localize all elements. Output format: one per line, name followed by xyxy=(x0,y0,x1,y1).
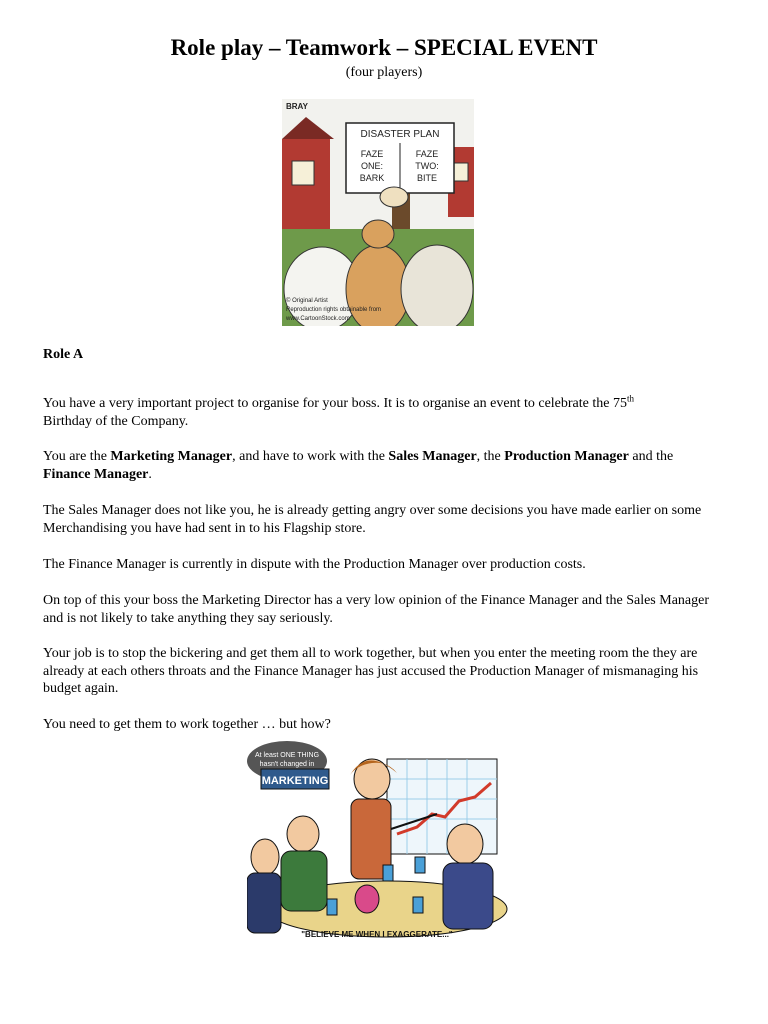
paragraph-roles: You are the Marketing Manager, and have to work with the Sales Manager, the Production Manager and the Finance Manager. xyxy=(43,449,674,482)
marketing-banner: MARKETING xyxy=(261,775,329,787)
sign-title: DISASTER PLAN xyxy=(360,129,440,140)
role-heading: Role A xyxy=(43,347,84,362)
paragraph-your-job: Your job is to stop the bickering and get them all to work together, but when you enter the meeting room the they are already at each others throats and the Finance Manager has just accused the Production Manager of mismanaging his budget again. xyxy=(43,646,699,696)
marketing-meeting-cartoon-icon xyxy=(247,739,509,944)
paragraph-sales-manager: The Sales Manager does not like you, he is already getting angry over some decisions you have made earlier on some Merchandising you have had sent in to his Flagship store. xyxy=(43,503,702,536)
cloud-text-1: At least ONE THING xyxy=(254,752,320,759)
sign-right-3: BITE xyxy=(416,173,438,183)
paragraph-question: You need to get them to work together … but how? xyxy=(43,717,331,732)
production-manager-label: Production Manager xyxy=(504,449,629,464)
cloud-text-2: hasn't changed in xyxy=(259,761,315,768)
page-subtitle: (four players) xyxy=(345,65,423,80)
sign-right-1: FAZE xyxy=(415,149,439,159)
credit-line-3: www.CartoonStock.com xyxy=(286,316,350,322)
disaster-plan-dogs-cartoon-icon xyxy=(282,99,474,326)
superscript-th: th xyxy=(626,393,634,404)
paragraph-finance-dispute: The Finance Manager is currently in dispute with the Production Manager over production costs. xyxy=(43,557,586,572)
cartoon-caption: "BELIEVE ME WHEN I EXAGGERATE..." xyxy=(301,930,453,939)
paragraph-project: You have a very important project to organise for your boss. It is to organise an event to celebrate the 75th Birthday of the Company. xyxy=(43,393,634,429)
credit-line-2: Reproduction rights obtainable from xyxy=(286,307,382,313)
sales-manager-label: Sales Manager xyxy=(388,449,477,464)
sign-right-2: TWO: xyxy=(415,161,439,171)
marketing-manager-label: Marketing Manager xyxy=(110,449,233,464)
sign-left-3: BARK xyxy=(359,173,385,183)
sign-left-1: FAZE xyxy=(360,149,384,159)
credit-line-1: © Original Artist xyxy=(286,298,328,304)
page-title: Role play – Teamwork – SPECIAL EVENT xyxy=(170,35,598,60)
sign-left-2: ONE: xyxy=(360,161,384,171)
paragraph-marketing-director: On top of this your boss the Marketing Director has a very low opinion of the Finance Manager and the Sales Manager and is not likely to take anything they say seriously. xyxy=(43,593,709,626)
finance-manager-label: Finance Manager xyxy=(43,466,149,482)
artist-signature: BRAY xyxy=(286,102,308,111)
